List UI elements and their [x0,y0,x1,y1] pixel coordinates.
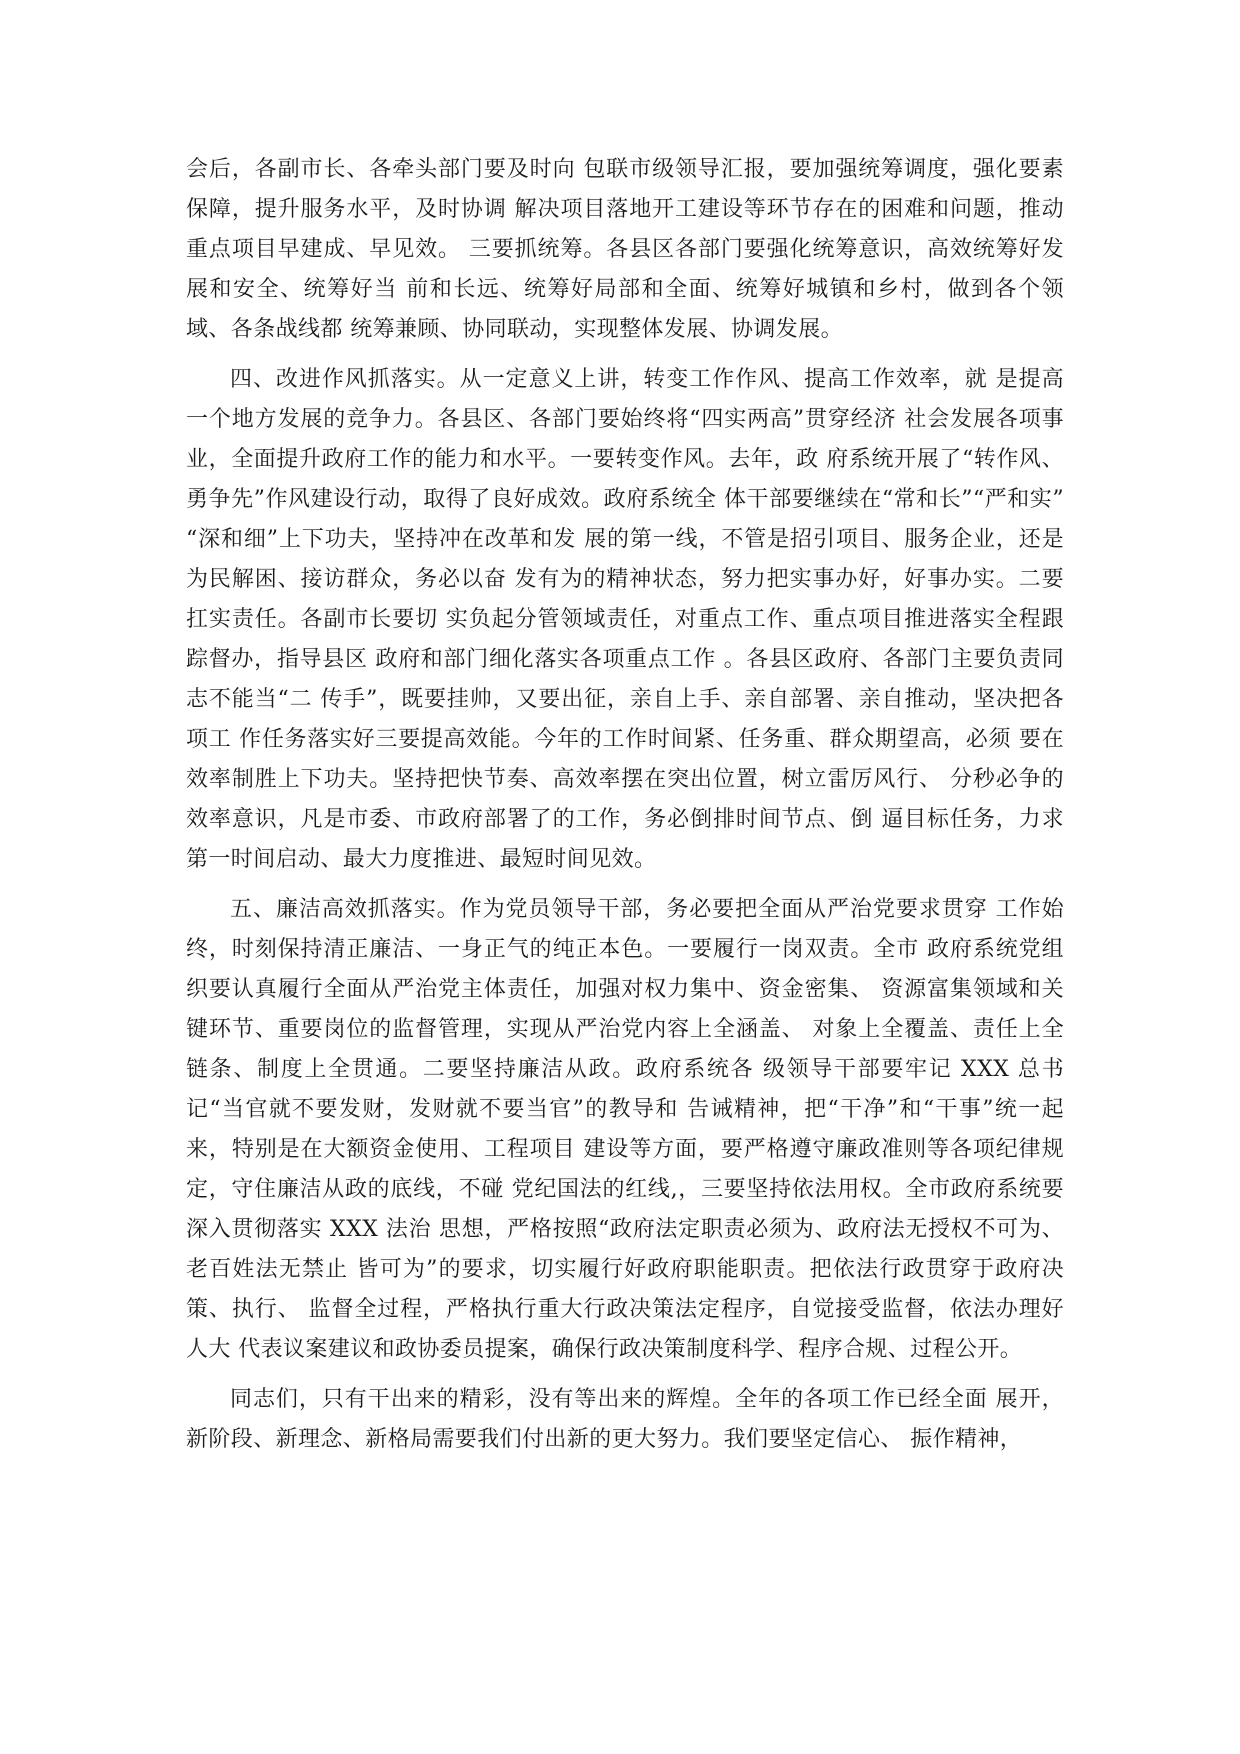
document-body [186,150,1064,1470]
paragraph-section-five: 五、廉洁高效抓落实。作为党员领导干部，务必要把全面从严治党要求贯穿 工作始终，时刻保持清正廉洁、一身正气的纯正本色。一要履行一岗双责。全市 政府系统党组织要认真履行全面从严治党主体责任，加强对权力集中、资金密集、 资源富集领域和关键环节、重要岗位的监督管理，实现从严治党内容上全涵盖、 对象上全覆盖、责任上全链条、制度上全贯通。二要坚持廉洁从政。政府系统各 级领导干部要牢记 XXX 总书记“当官就不要发财，发财就不要当官”的教导和 告诫精神，把“干净”和“干事”统一起来，特别是在大额资金使用、工程项目 建设等方面，要严格遵守廉政准则等各项纪律规定，守住廉洁从政的底线，不碰 党纪国法的红线,，三要坚持依法用权。全市政府系统要深入贯彻落实 XXX 法治 思想，严格按照“政府法定职责必须为、政府法无授权不可为、老百姓法无禁止 皆可为”的要求，切实履行好政府职能职责。把依法行政贯穿于政府决策、执行、 监督全过程，严格执行重大行政决策法定程序，自觉接受监督，依法办理好人大 代表议案建议和政协委员提案，确保行政决策制度科学、程序合规、过程公开。 [186,897,1064,1362]
paragraph-section-four: 四、改进作风抓落实。从一定意义上讲，转变工作作风、提高工作效率，就 是提高一个地方发展的竞争力。各县区、各部门要始终将“四实两高”贯穿经济 社会发展各项事业，全面提升政府工作的能力和水平。一要转变作风。去年，政 府系统开展了“转作风、勇争先”作风建设行动，取得了良好成效。政府系统全 体干部要继续在“常和长”“严和实” “深和细”上下功夫，坚持冲在改革和发 展的第一线，不管是招引项目、服务企业，还是为民解困、接访群众，务必以奋 发有为的精神状态，努力把实事办好，好事办实。二要扛实责任。各副市长要切 实负起分管领域责任，对重点工作、重点项目推进落实全程跟踪督办，指导县区 政府和部门细化落实各项重点工作 。各县区政府、各部门主要负责同志不能当“二 传手”，既要挂帅，又要出征，亲自上手、亲自部署、亲自推动，坚决把各项工 作任务落实好三要提高效能。今年的工作时间紧、任务重、群众期望高，必须 要在效率制胜上下功夫。坚持把快节奏、高效率摆在突出位置，树立雷厉风行、 分秒必争的效率意识，凡是市委、市政府部署了的工作，务必倒排时间节点、倒 逼目标任务，力求第一时间启动、最大力度推进、最短时间见效。 [186,367,1064,872]
paragraph-continuation: 会后，各副市长、各牵头部门要及时向 包联市级领导汇报，要加强统筹调度，强化要素保障，提升服务水平，及时协调 解决项目落地开工建设等环节存在的困难和问题，推动重点项目早建成、早见效。 三要抓统筹。各县区各部门要强化统筹意识，高效统筹好发展和安全、统筹好当 前和长远、统筹好局部和全面、统筹好城镇和乡村，做到各个领域、各条战线都 统筹兼顾、协同联动，实现整体发展、协调发展。 [186,157,1064,342]
paragraph-closing: 同志们，只有干出来的精彩，没有等出来的辉煌。全年的各项工作已经全面 展开，新阶段、新理念、新格局需要我们付出新的更大努力。我们要坚定信心、 振作精神， [186,1387,1064,1452]
